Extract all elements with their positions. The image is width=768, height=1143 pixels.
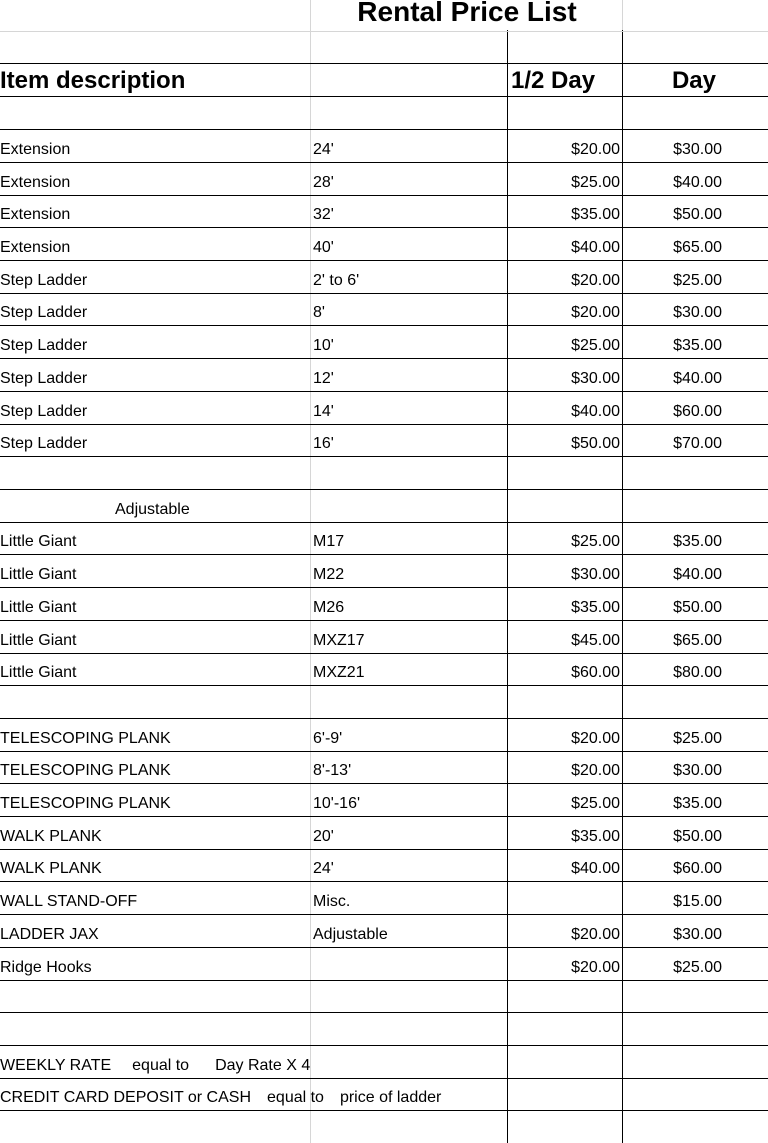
table-row: [0, 228, 768, 261]
half-day-price: $30.00: [571, 370, 620, 387]
item-description: Little Giant: [0, 664, 77, 681]
blank-row: [0, 980, 768, 1013]
table-row: [0, 817, 768, 850]
table-row: [0, 195, 768, 228]
table-row: [0, 293, 768, 326]
item-size: M17: [313, 533, 345, 550]
day-price: $25.00: [673, 959, 722, 976]
table-row: [0, 130, 768, 163]
item-size: M26: [313, 599, 345, 616]
day-price: $35.00: [673, 795, 722, 812]
item-description: Step Ladder: [0, 304, 88, 321]
blank-row: [0, 457, 768, 490]
day-price: $30.00: [673, 926, 722, 943]
item-size: Adjustable: [313, 926, 388, 943]
item-size: 8'-13': [313, 762, 352, 779]
item-size: 12': [313, 370, 334, 387]
item-size: M22: [313, 566, 345, 583]
day-price: $30.00: [673, 304, 722, 321]
half-day-price: $40.00: [571, 403, 620, 420]
table-row: [0, 163, 768, 196]
item-size: 24': [313, 141, 334, 158]
day-price: $65.00: [673, 632, 722, 649]
page-title: Rental Price List: [357, 0, 577, 27]
item-size: 6'-9': [313, 730, 343, 747]
half-day-price: $30.00: [571, 566, 620, 583]
half-day-price: $20.00: [571, 762, 620, 779]
table-row: [0, 261, 768, 294]
table-row: [0, 588, 768, 621]
table-row: [0, 621, 768, 654]
half-day-price: $60.00: [571, 664, 620, 681]
day-price: $50.00: [673, 206, 722, 223]
item-size: MXZ17: [313, 632, 365, 649]
title-row: [0, 0, 768, 32]
half-day-price: $50.00: [571, 435, 620, 452]
table-row: [0, 915, 768, 948]
item-size: 8': [313, 304, 325, 321]
half-day-price: $20.00: [571, 926, 620, 943]
item-description: Ridge Hooks: [0, 959, 92, 976]
day-price: $35.00: [673, 533, 722, 550]
day-price: $25.00: [673, 272, 722, 289]
half-day-price: $20.00: [571, 304, 620, 321]
day-price: $70.00: [673, 435, 722, 452]
half-day-price: $35.00: [571, 599, 620, 616]
item-description: WALK PLANK: [0, 828, 102, 845]
item-description: Extension: [0, 141, 71, 158]
header-item-description: Item description: [0, 67, 186, 94]
item-size: 40': [313, 239, 334, 256]
table-row: [0, 784, 768, 817]
day-price: $35.00: [673, 337, 722, 354]
day-price: $40.00: [673, 566, 722, 583]
day-price: $40.00: [673, 174, 722, 191]
table-row: [0, 719, 768, 752]
table-row: [0, 359, 768, 392]
half-day-price: $20.00: [571, 730, 620, 747]
half-day-price: $40.00: [571, 860, 620, 877]
item-size: 24': [313, 860, 334, 877]
half-day-price: $45.00: [571, 632, 620, 649]
half-day-price: $35.00: [571, 828, 620, 845]
half-day-price: $25.00: [571, 795, 620, 812]
item-description: Step Ladder: [0, 337, 88, 354]
group-heading: Adjustable: [115, 501, 190, 518]
half-day-price: $20.00: [571, 272, 620, 289]
day-price: $60.00: [673, 403, 722, 420]
item-description: TELESCOPING PLANK: [0, 795, 171, 812]
item-description: WALL STAND-OFF: [0, 893, 138, 910]
item-description: Step Ladder: [0, 272, 88, 289]
table-row: [0, 555, 768, 588]
half-day-price: $20.00: [571, 959, 620, 976]
half-day-price: $25.00: [571, 533, 620, 550]
weekly-rate-label: WEEKLY RATE: [0, 1057, 112, 1074]
header-row: [0, 64, 768, 97]
weekly-rate-equal: equal to: [132, 1057, 190, 1074]
day-price: $30.00: [673, 762, 722, 779]
day-price: $50.00: [673, 599, 722, 616]
item-size: 10': [313, 337, 334, 354]
item-description: LADDER JAX: [0, 926, 99, 943]
day-price: $30.00: [673, 141, 722, 158]
table-row: [0, 392, 768, 425]
half-day-price: $20.00: [571, 141, 620, 158]
day-price: $60.00: [673, 860, 722, 877]
day-price: $15.00: [673, 893, 722, 910]
item-description: Little Giant: [0, 533, 77, 550]
item-size: Misc.: [313, 893, 351, 910]
header-day: Day: [671, 67, 716, 94]
item-size: 2' to 6': [313, 272, 360, 289]
item-size: 16': [313, 435, 334, 452]
blank-row: [0, 31, 768, 64]
day-price: $80.00: [673, 664, 722, 681]
item-description: Little Giant: [0, 632, 77, 649]
half-day-price: $40.00: [571, 239, 620, 256]
item-size: MXZ21: [313, 664, 365, 681]
blank-row: [0, 686, 768, 719]
item-description: Little Giant: [0, 599, 77, 616]
day-price: $65.00: [673, 239, 722, 256]
header-half-day: 1/2 Day: [511, 67, 596, 94]
table-row: [0, 424, 768, 457]
day-price: $40.00: [673, 370, 722, 387]
day-price: $25.00: [673, 730, 722, 747]
item-description: TELESCOPING PLANK: [0, 762, 171, 779]
half-day-price: [508, 882, 620, 914]
item-description: Step Ladder: [0, 435, 88, 452]
half-day-price: $25.00: [571, 174, 620, 191]
item-size: 10'-16': [313, 795, 361, 812]
blank-row: [0, 1013, 768, 1046]
item-description: Step Ladder: [0, 370, 88, 387]
item-size: 28': [313, 174, 334, 191]
day-price: $50.00: [673, 828, 722, 845]
half-day-price: $35.00: [571, 206, 620, 223]
item-size: 14': [313, 403, 334, 420]
deposit-label: CREDIT CARD DEPOSIT or CASH: [0, 1089, 252, 1106]
table-row: [0, 326, 768, 359]
deposit-value: price of ladder: [339, 1089, 442, 1106]
deposit-equal: equal to: [267, 1089, 324, 1106]
item-description: Extension: [0, 206, 71, 223]
group-heading-row: [0, 490, 768, 523]
item-size: [313, 948, 505, 980]
item-description: Little Giant: [0, 566, 77, 583]
half-day-price: $25.00: [571, 337, 620, 354]
item-description: TELESCOPING PLANK: [0, 730, 171, 747]
item-description: WALK PLANK: [0, 860, 102, 877]
table-row: [0, 948, 768, 981]
item-description: Extension: [0, 174, 71, 191]
weekly-rate-value: Day Rate X 4: [215, 1057, 311, 1074]
table-row: [0, 751, 768, 784]
blank-row: [0, 97, 768, 130]
item-description: Extension: [0, 239, 71, 256]
item-size: 32': [313, 206, 334, 223]
table-row: [0, 849, 768, 882]
table-row: [0, 653, 768, 686]
item-description: Step Ladder: [0, 403, 88, 420]
table-row: [0, 882, 768, 915]
table-row: [0, 522, 768, 555]
deposit-note: [0, 1078, 441, 1118]
item-size: 20': [313, 828, 334, 845]
